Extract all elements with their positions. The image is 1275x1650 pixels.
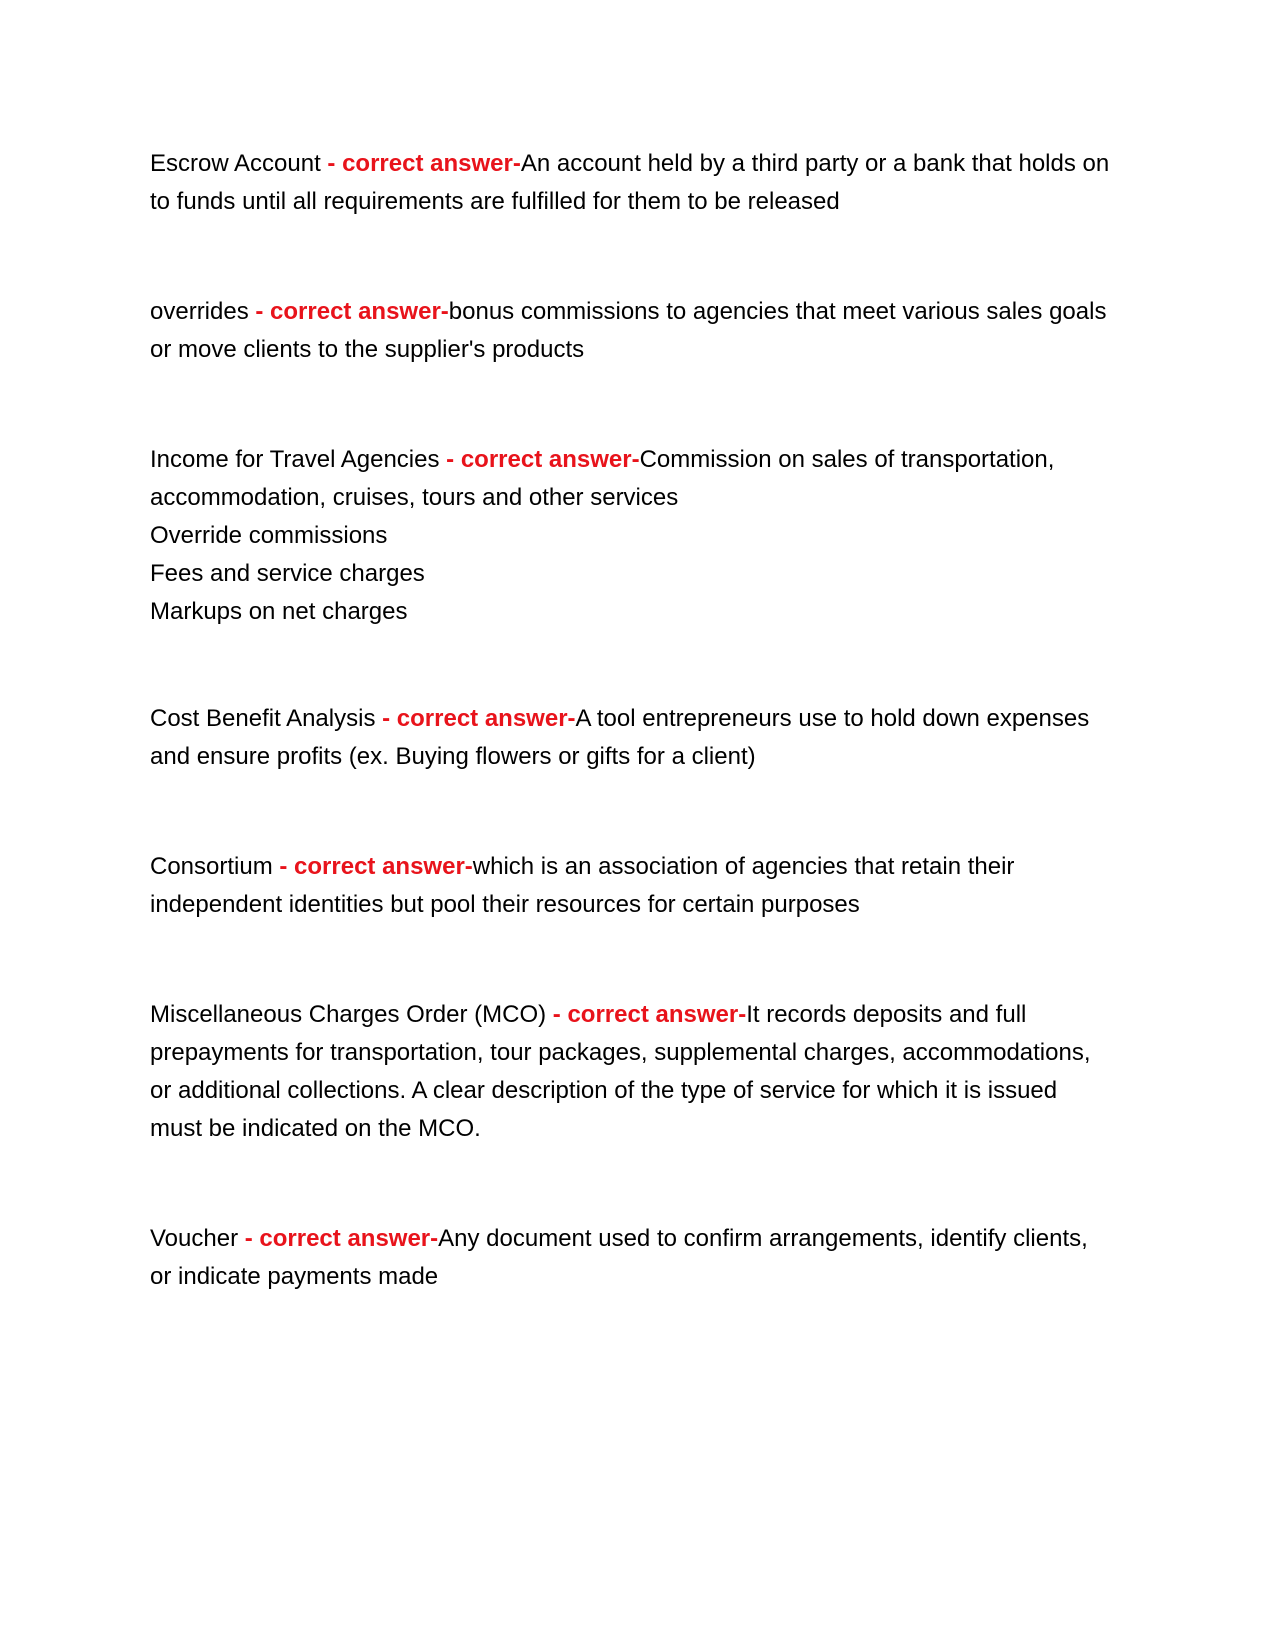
entry-text <box>150 848 1110 924</box>
entry-definition: It records deposits and full prepayments for transportation, tour packages, supplemental charges, accommodations, or additional collections. A clear description of the type of service for which it is issued must be indicated on the MCO. <box>150 1001 1091 1142</box>
flashcard-entry <box>150 700 1110 776</box>
entry-text <box>150 996 1110 1148</box>
entry-term: Cost Benefit Analysis <box>150 705 383 732</box>
answer-marker: - correct answer- <box>552 1001 747 1028</box>
entry-term: Voucher <box>150 1225 245 1252</box>
answer-marker: - correct answer- <box>244 1225 439 1252</box>
answer-marker: - correct answer- <box>327 150 521 177</box>
entry-text <box>150 293 1110 369</box>
entry-term: Consortium <box>150 853 280 880</box>
flashcard-entry <box>150 441 1110 631</box>
entry-term: overrides <box>150 298 256 325</box>
answer-marker: - correct answer- <box>382 705 576 732</box>
entry-extra-line: Fees and service charges <box>150 560 425 587</box>
answer-marker: - correct answer- <box>279 853 473 880</box>
entry-definition: which is an association of agencies that retain their independent identities but pool their resources for certain purposes <box>150 853 1015 918</box>
flashcard-entry <box>150 293 1110 369</box>
entry-definition: A tool entrepreneurs use to hold down expenses and ensure profits (ex. Buying flowers or gifts for a client) <box>150 705 1090 770</box>
answer-marker: - correct answer- <box>446 446 640 473</box>
document-body <box>150 145 1110 1296</box>
entry-term: Escrow Account <box>150 150 328 177</box>
entry-text <box>150 1220 1110 1296</box>
entry-definition: bonus commissions to agencies that meet various sales goals or move clients to the supplier's products <box>150 298 1107 363</box>
entry-text <box>150 145 1110 221</box>
answer-marker: - correct answer- <box>255 298 449 325</box>
entry-text <box>150 700 1110 776</box>
flashcard-entry <box>150 848 1110 924</box>
flashcard-entry <box>150 145 1110 221</box>
entry-definition: Any document used to confirm arrangements, identify clients, or indicate payments made <box>150 1225 1088 1290</box>
entry-term: Income for Travel Agencies <box>150 446 447 473</box>
entry-extra-line: Override commissions <box>150 522 388 549</box>
entry-definition: Commission on sales of transportation, accommodation, cruises, tours and other services <box>150 446 1055 511</box>
entry-text <box>150 441 1110 517</box>
entry-term: Miscellaneous Charges Order (MCO) <box>150 1001 553 1028</box>
flashcard-entry <box>150 1220 1110 1296</box>
entry-definition: An account held by a third party or a bank that holds on to funds until all requirements are fulfilled for them to be released <box>150 150 1110 215</box>
flashcard-entry <box>150 996 1110 1148</box>
entry-extra-line: Markups on net charges <box>150 598 408 625</box>
